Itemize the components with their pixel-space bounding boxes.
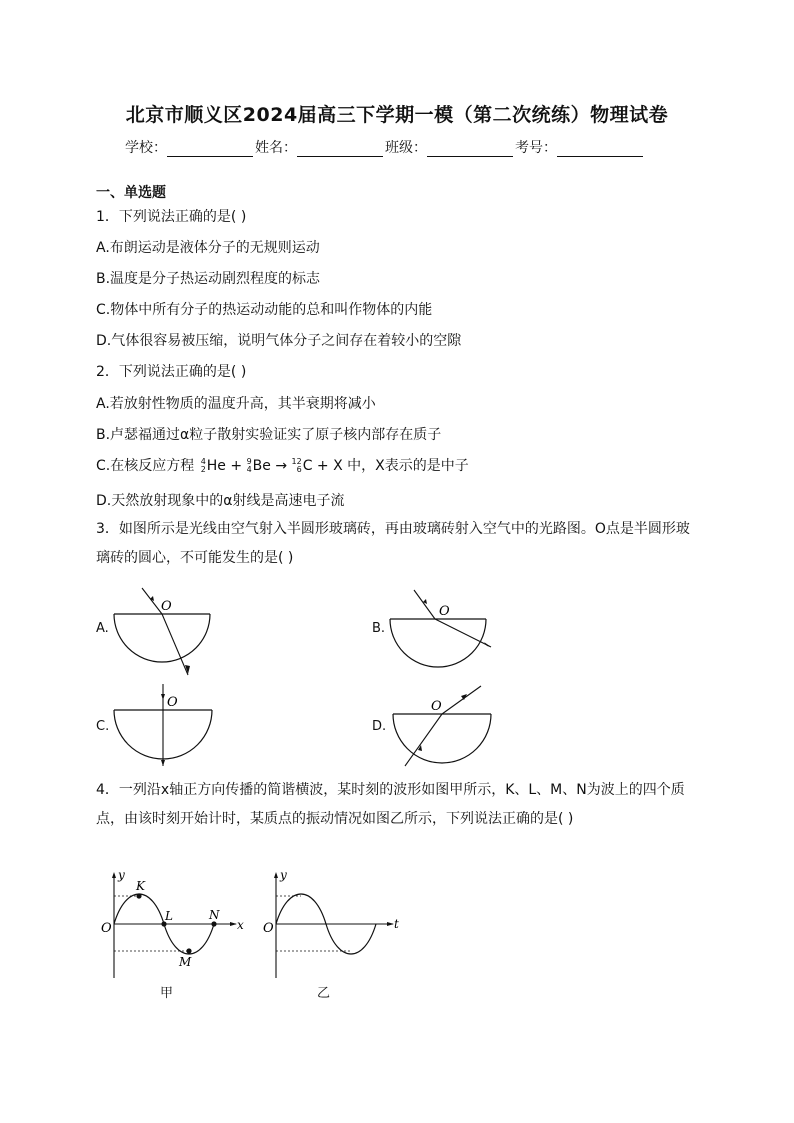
q4b-y-label: y — [280, 868, 287, 882]
q3-label-c[interactable]: C. — [96, 719, 110, 734]
q3a-refracted-ray — [162, 614, 188, 675]
q4b-t-label: t — [394, 917, 399, 931]
q2-option-d[interactable]: D.天然放射现象中的α射线是高速电子流 — [96, 493, 345, 509]
q3a-arc — [114, 614, 210, 662]
q2-c-prefix: C.在核反应方程 — [96, 458, 195, 474]
q3d-refracted-ray — [442, 686, 481, 714]
q4b-t-arrow — [387, 922, 394, 926]
class-field — [385, 137, 515, 157]
name-label: 姓名： — [255, 140, 297, 156]
q4b-origin-label: O — [263, 921, 274, 936]
school-label: 学校： — [125, 140, 167, 156]
c-atomic-number: 6 — [296, 465, 302, 474]
q4a-x-arrow — [230, 922, 237, 926]
q4a-point-n — [211, 921, 216, 926]
q3-figure-d — [385, 680, 500, 770]
q4a-label-k: K — [136, 879, 145, 893]
q1-option-b[interactable]: B.温度是分子热运动剧烈程度的标志 — [96, 271, 321, 287]
q4a-origin-label: O — [101, 921, 112, 936]
q4a-point-k — [136, 893, 141, 898]
q3-label-b[interactable]: B. — [372, 621, 386, 636]
c-mass-number: 12 — [291, 457, 302, 466]
q1-option-d[interactable]: D.气体很容易被压缩，说明气体分子之间存在着较小的空隙 — [96, 333, 462, 349]
section-heading: 一、单选题 — [96, 185, 166, 201]
q3-stem: 3．如图所示是光线由空气射入半圆形玻璃砖，再由玻璃砖射入空气中的光路图。O点是半圆形玻璃砖的圆心，不可能发生的是( ) — [96, 521, 690, 566]
q2-stem: 2．下列说法正确的是( ) — [96, 364, 247, 380]
q1-option-c[interactable]: C.物体中所有分子的热运动动能的总和叫作物体的内能 — [96, 302, 433, 318]
q2-c-suffix: 中，X表示的是中子 — [347, 458, 469, 474]
exam-number-field — [515, 137, 645, 157]
c-symbol: C + X — [302, 458, 343, 474]
q3d-incident-ray — [405, 714, 442, 766]
q3d-arc — [393, 714, 491, 763]
q3-figure-a — [106, 585, 221, 680]
q4a-label-n: N — [209, 908, 220, 922]
q2-option-a[interactable]: A.若放射性物质的温度升高，其半衰期将减小 — [96, 396, 376, 412]
q4-caption-right: 乙 — [317, 986, 331, 1001]
q3b-incident-ray — [414, 590, 435, 619]
name-blank[interactable] — [297, 142, 383, 157]
q4-vibration-graph — [258, 868, 408, 988]
q4a-y-arrow — [112, 872, 116, 878]
q3d-arrow — [418, 745, 422, 751]
exam-number-blank[interactable] — [557, 142, 643, 157]
q2-option-b[interactable]: B.卢瑟福通过α粒子散射实验证实了原子核内部存在质子 — [96, 427, 442, 443]
q3-label-a[interactable]: A. — [96, 621, 109, 636]
q3c-arrow-out — [161, 760, 165, 766]
class-label: 班级： — [385, 140, 427, 156]
q3b-arc — [390, 619, 486, 667]
school-field — [125, 137, 255, 157]
q4a-label-m: M — [179, 955, 192, 969]
exam-number-label: 考号： — [515, 140, 557, 156]
q4-caption-left: 甲 — [160, 986, 174, 1001]
q4a-x-label: x — [237, 918, 244, 932]
q3b-refracted-ray — [435, 619, 491, 647]
helium-nuclide — [201, 458, 242, 474]
class-blank[interactable] — [427, 142, 513, 157]
q4a-point-m — [186, 948, 191, 953]
he-atomic-number: 2 — [200, 465, 206, 474]
q4-wave-graph — [96, 868, 256, 988]
exam-title: 北京市顺义区2024届高三下学期一模（第二次统练）物理试卷 — [125, 104, 669, 126]
q4b-y-arrow — [274, 872, 278, 878]
q2-option-c[interactable] — [96, 455, 469, 475]
q1-option-a[interactable]: A.布朗运动是液体分子的无规则运动 — [96, 240, 320, 256]
q3a-incident-ray — [142, 588, 162, 614]
student-info-line — [125, 137, 645, 157]
q4a-label-l: L — [165, 909, 173, 923]
q1-stem: 1．下列说法正确的是( ) — [96, 209, 247, 225]
q3-figure-c — [106, 680, 221, 770]
q3c-point-o: O — [167, 695, 178, 710]
q3-figure-b — [385, 585, 500, 680]
name-field — [255, 137, 385, 157]
beryllium-nuclide — [247, 458, 288, 474]
q3-label-d[interactable]: D. — [372, 719, 387, 734]
school-blank[interactable] — [167, 142, 253, 157]
carbon-nuclide — [292, 458, 343, 474]
q3d-point-o: O — [431, 699, 442, 714]
be-atomic-number: 4 — [246, 465, 252, 474]
be-symbol: Be → — [252, 458, 288, 474]
be-mass-number: 9 — [246, 457, 252, 466]
q4a-y-label: y — [118, 868, 125, 882]
q3c-arrow — [161, 694, 165, 700]
q3b-point-o: O — [439, 604, 450, 619]
q3a-point-o: O — [161, 599, 172, 614]
he-mass-number: 4 — [200, 457, 206, 466]
he-symbol: He + — [206, 458, 243, 474]
q4-stem: 4．一列沿x轴正方向传播的简谐横波，某时刻的波形如图甲所示，K、L、M、N为波上的四个质点，由该时刻开始计时，某质点的振动情况如图乙所示，下列说法正确的是( ) — [96, 782, 685, 827]
